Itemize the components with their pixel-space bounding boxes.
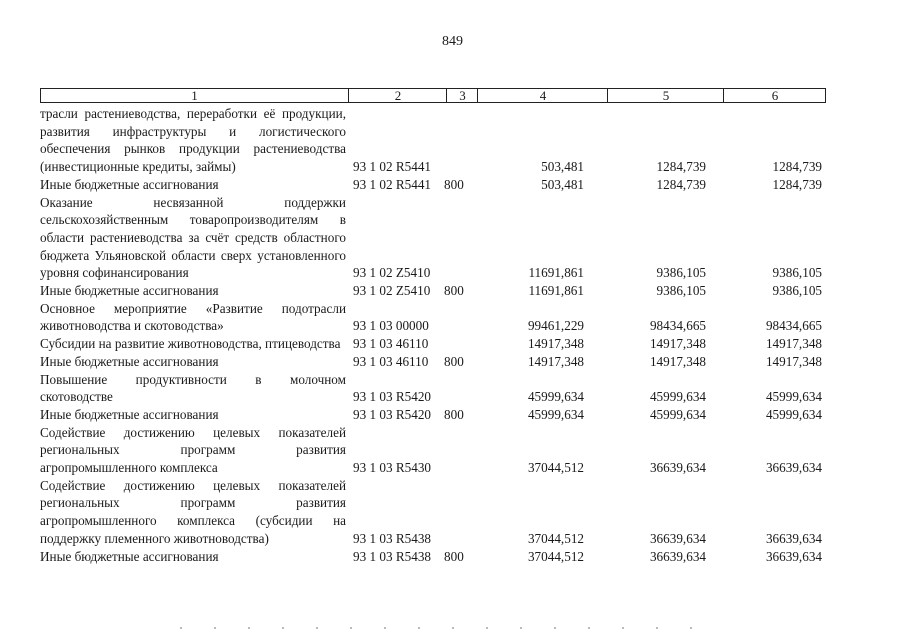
row-expense-type: 800 <box>444 176 464 192</box>
row-code: 93 1 03 R5438 <box>353 548 432 564</box>
row-value-col6: 45999,634 <box>765 406 822 422</box>
row-name: Иные бюджетные ассигнования <box>40 353 219 369</box>
row-code: 93 1 02 R5441 <box>353 159 432 175</box>
table-row <box>40 406 840 424</box>
table-row <box>40 300 840 335</box>
row-name: Содействие достижению целевых показателей региональных программ развития агропромышленного комплекса (субсидии на поддержку племенного животноводства) <box>40 477 346 546</box>
table-row <box>40 335 840 353</box>
header-col-6: 6 <box>723 89 826 102</box>
row-value-col5: 1284,739 <box>656 159 706 175</box>
row-expense-type: 800 <box>444 406 464 422</box>
table-header-row <box>40 88 826 103</box>
header-col-3: 3 <box>446 89 478 102</box>
row-value-col5: 45999,634 <box>649 406 706 422</box>
row-value-col5: 9386,105 <box>656 265 706 281</box>
row-value-col5: 1284,739 <box>656 176 706 192</box>
table-row <box>40 371 840 406</box>
row-expense-type: 800 <box>444 283 464 299</box>
table-row <box>40 105 840 176</box>
row-expense-type: 800 <box>444 548 464 564</box>
row-value-col6: 9386,105 <box>772 283 822 299</box>
row-value-col6: 14917,348 <box>765 336 822 352</box>
row-value-col5: 14917,348 <box>649 353 706 369</box>
row-value-col5: 36639,634 <box>649 548 706 564</box>
page-number: 849 <box>442 34 463 49</box>
row-value-col4: 11691,861 <box>528 283 584 299</box>
row-value-col4: 503,481 <box>541 176 584 192</box>
table-body <box>40 105 840 565</box>
row-code: 93 1 03 46110 <box>353 336 429 352</box>
row-value-col5: 9386,105 <box>656 283 706 299</box>
row-value-col6: 45999,634 <box>765 389 822 405</box>
row-value-col6: 36639,634 <box>765 530 822 546</box>
row-value-col4: 37044,512 <box>527 530 584 546</box>
table-row <box>40 176 840 194</box>
row-value-col5: 36639,634 <box>649 530 706 546</box>
row-name: Иные бюджетные ассигнования <box>40 176 219 192</box>
row-value-col4: 14917,348 <box>527 336 584 352</box>
table-row <box>40 282 840 300</box>
row-value-col5: 98434,665 <box>649 318 706 334</box>
row-value-col6: 1284,739 <box>772 159 822 175</box>
header-col-4: 4 <box>477 89 608 102</box>
row-code: 93 1 03 R5420 <box>353 389 432 405</box>
row-value-col6: 36639,634 <box>765 548 822 564</box>
table-row <box>40 424 840 477</box>
header-col-5: 5 <box>607 89 724 102</box>
row-name: Содействие достижению целевых показателей региональных программ развития агропромышленного комплекса <box>40 424 346 476</box>
row-value-col6: 9386,105 <box>772 265 822 281</box>
row-value-col4: 45999,634 <box>527 406 584 422</box>
table-row <box>40 548 840 566</box>
row-value-col4: 37044,512 <box>527 460 584 476</box>
row-code: 93 1 02 Z5410 <box>353 283 431 299</box>
row-value-col4: 503,481 <box>541 159 584 175</box>
header-col-1: 1 <box>191 88 198 103</box>
row-value-col4: 14917,348 <box>527 353 584 369</box>
row-name: Основное мероприятие «Развитие подотрасли животноводства и скотоводства» <box>40 300 346 334</box>
row-name: Иные бюджетные ассигнования <box>40 283 219 299</box>
row-value-col5: 36639,634 <box>649 460 706 476</box>
table-row <box>40 194 840 283</box>
row-value-col4: 37044,512 <box>527 548 584 564</box>
scan-artifact-dots <box>180 627 700 629</box>
header-col-2: 2 <box>348 89 447 102</box>
row-value-col6: 14917,348 <box>765 353 822 369</box>
row-code: 93 1 03 R5430 <box>353 460 432 476</box>
row-name: Повышение продуктивности в молочном скотоводстве <box>40 371 346 405</box>
row-code: 93 1 03 R5420 <box>353 406 432 422</box>
row-value-col4: 11691,861 <box>528 265 584 281</box>
row-value-col6: 1284,739 <box>772 176 822 192</box>
row-code: 93 1 03 R5438 <box>353 530 432 546</box>
row-value-col4: 45999,634 <box>527 389 584 405</box>
row-code: 93 1 03 00000 <box>353 318 429 334</box>
row-name: Субсидии на развитие животноводства, птицеводства <box>40 336 341 352</box>
table-row <box>40 353 840 371</box>
row-name: Иные бюджетные ассигнования <box>40 406 219 422</box>
row-value-col6: 36639,634 <box>765 460 822 476</box>
row-value-col4: 99461,229 <box>527 318 584 334</box>
row-name: Иные бюджетные ассигнования <box>40 548 219 564</box>
row-value-col5: 14917,348 <box>649 336 706 352</box>
row-name: трасли растениеводства, переработки её продукции, развития инфраструктуры и логистического обеспечения рынков продукции растениеводства (инвестиционные кредиты, займы) <box>40 106 346 175</box>
row-expense-type: 800 <box>444 353 464 369</box>
row-name: Оказание несвязанной поддержки сельскохозяйственным товаропроизводителям в области растениеводства за счёт средств областного бюджета Ульяновской области сверх установленного уровня софинансирования <box>40 194 346 281</box>
table-row <box>40 477 840 548</box>
row-code: 93 1 02 Z5410 <box>353 265 431 281</box>
row-code: 93 1 02 R5441 <box>353 176 432 192</box>
row-value-col5: 45999,634 <box>649 389 706 405</box>
row-code: 93 1 03 46110 <box>353 353 429 369</box>
row-value-col6: 98434,665 <box>765 318 822 334</box>
